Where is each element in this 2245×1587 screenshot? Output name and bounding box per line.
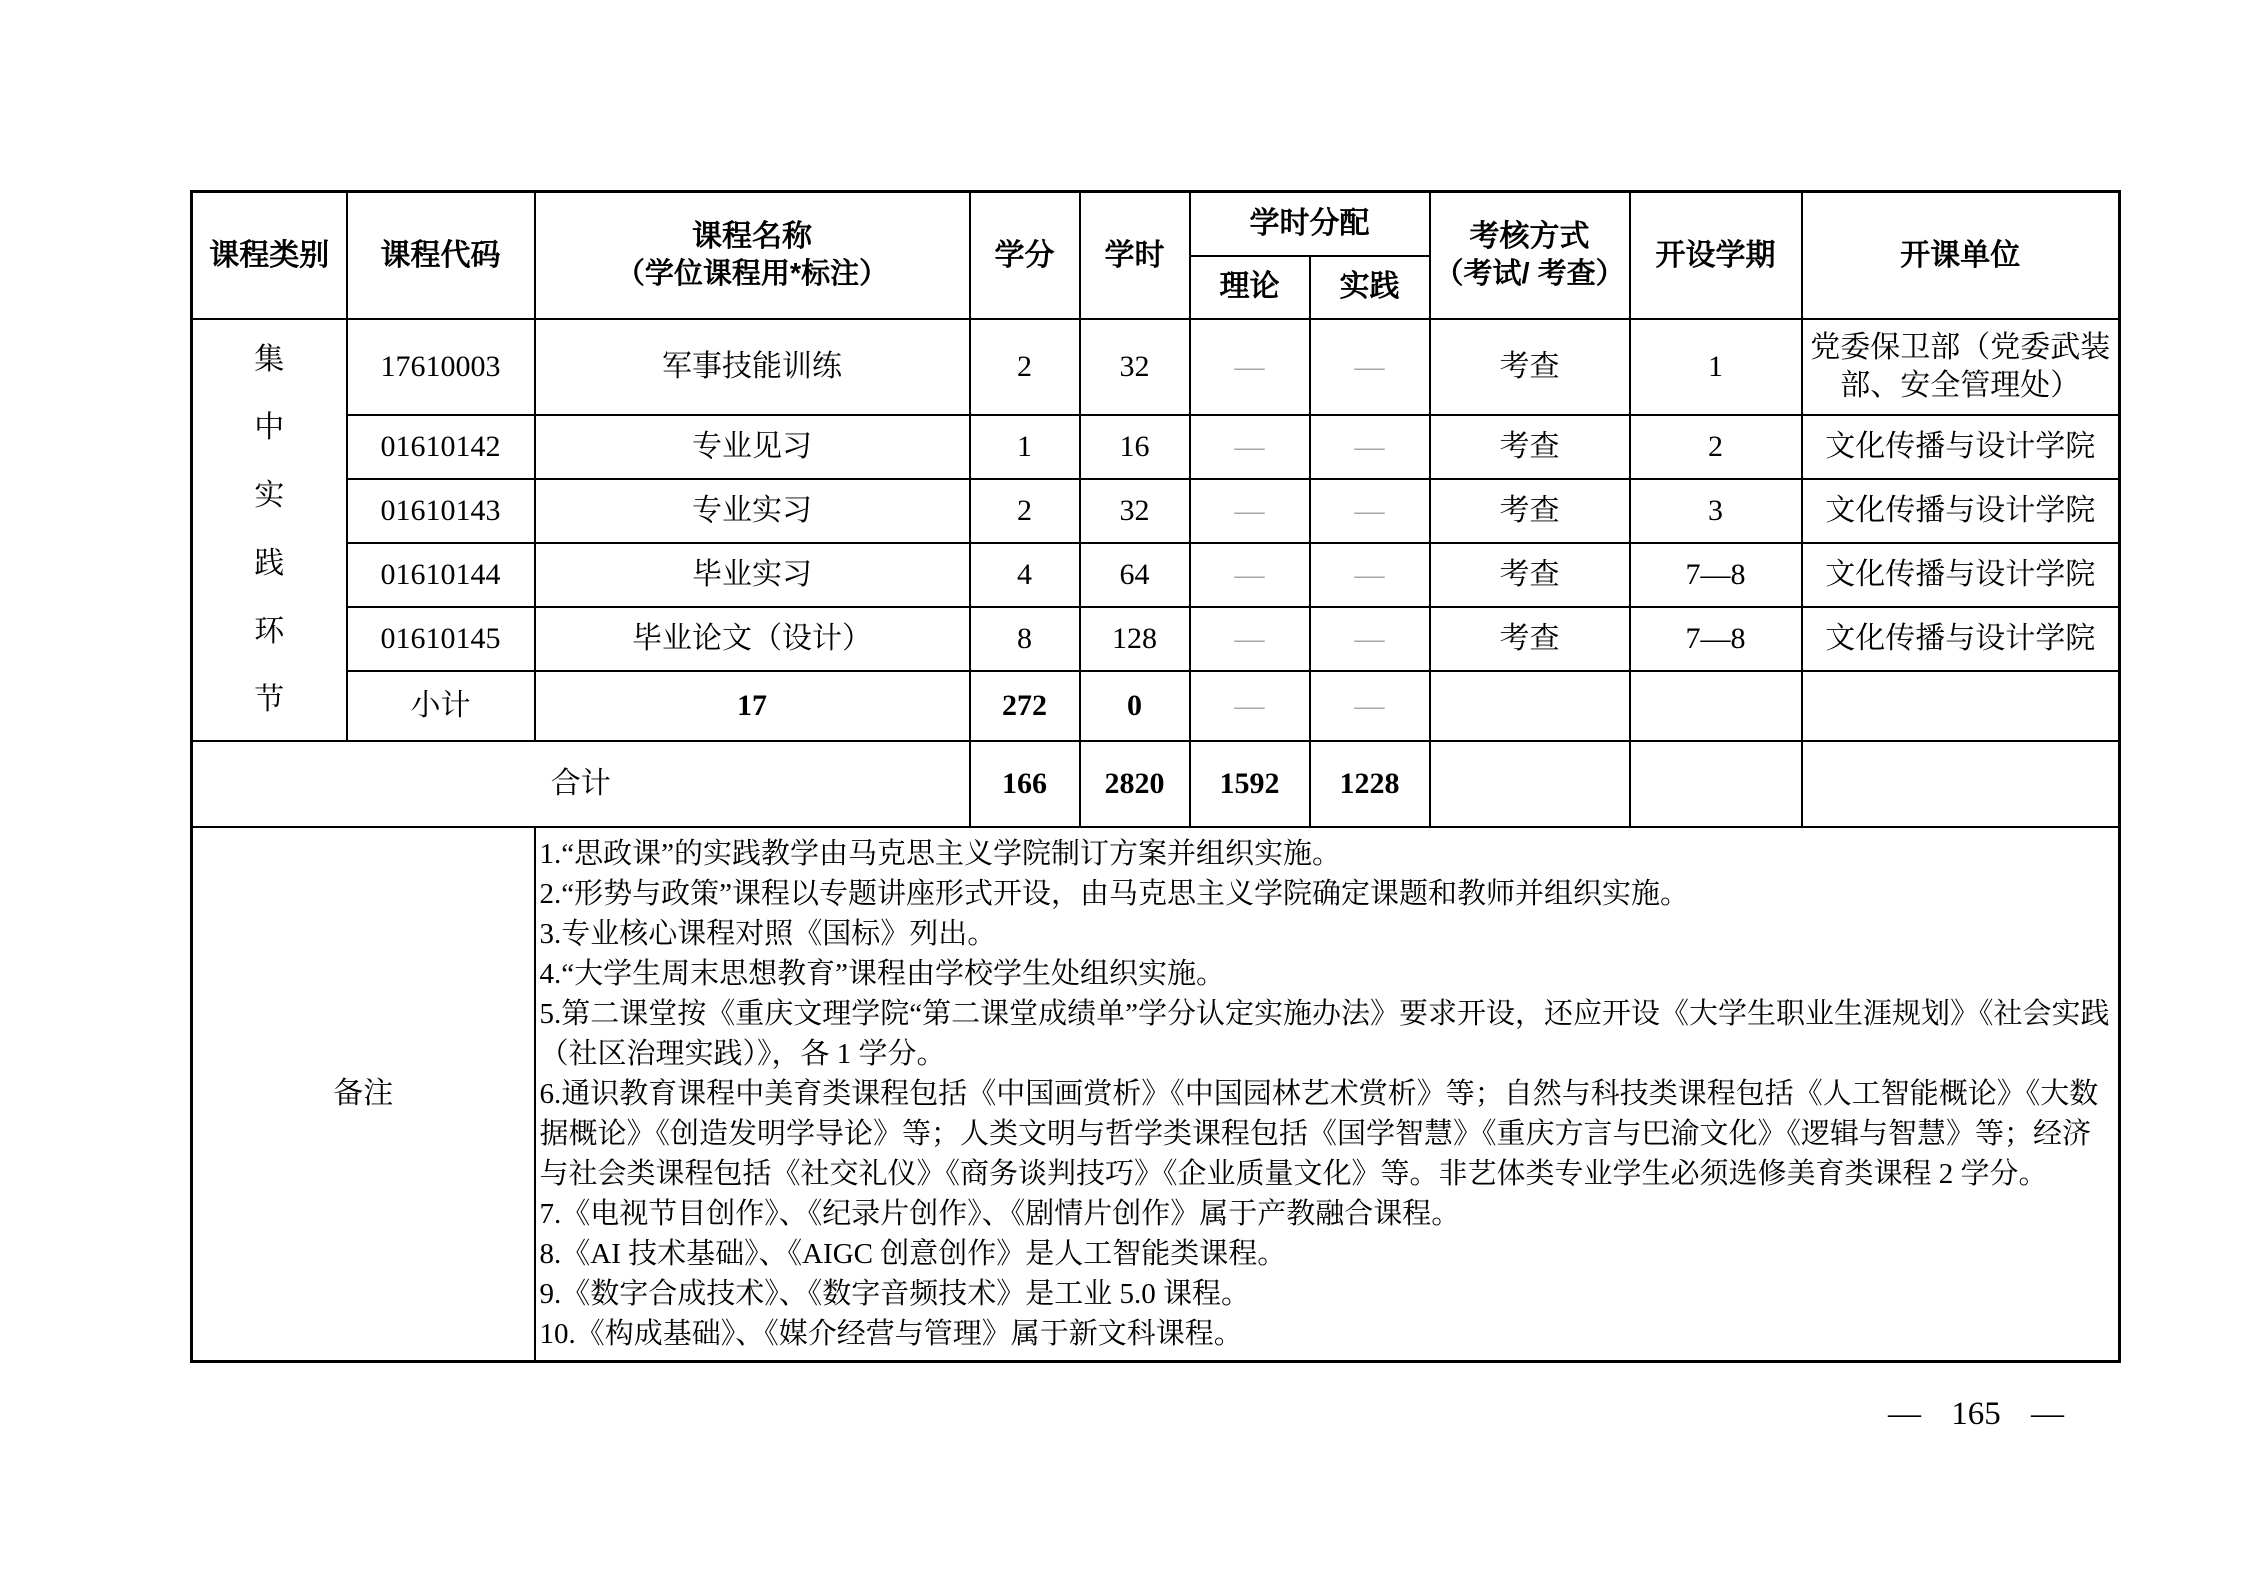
cell-code: 01610144 (347, 543, 535, 607)
cell-hours: 16 (1080, 415, 1190, 479)
cell-theory: — (1190, 479, 1310, 543)
remark-note: 6.通识教育课程中美育类课程包括《中国画赏析》《中国园林艺术赏析》等；自然与科技类课程包括《人工智能概论》《大数据概论》《创造发明学导论》等；人类文明与哲学类课程包括《国学智慧》《重庆方言与巴渝文化》《逻辑与智慧》等；经济与社会类课程包括《社交礼仪》《商务谈判技巧》《企业质量文化》等。非艺体类专业学生必须选修美育类课程 2 学分。 (539, 1077, 2099, 1190)
cell-name: 专业见习 (535, 415, 970, 479)
curriculum-table (190, 190, 2121, 1363)
total-row (192, 741, 2120, 827)
cell-unit: 党委保卫部（党委武装部、安全管理处） (1802, 319, 2120, 415)
remark-note: 7.《电视节目创作》、《纪录片创作》、《剧情片创作》属于产教融合课程。 (539, 1197, 1461, 1230)
cell-name: 专业实习 (535, 479, 970, 543)
subtotal-practice: — (1310, 671, 1430, 741)
header-credits: 学分 (970, 192, 1080, 319)
cell-theory: — (1190, 607, 1310, 671)
total-semester-empty (1630, 741, 1802, 827)
cell-code: 01610142 (347, 415, 535, 479)
cell-credits: 2 (970, 479, 1080, 543)
cell-practice: — (1310, 479, 1430, 543)
cell-assessment: 考查 (1430, 479, 1630, 543)
cell-hours: 128 (1080, 607, 1190, 671)
cell-practice: — (1310, 543, 1430, 607)
cell-assessment: 考查 (1430, 415, 1630, 479)
remarks-notes-cell (535, 827, 2120, 1362)
remark-note: 10.《构成基础》、《媒介经营与管理》属于新文科课程。 (539, 1317, 1243, 1350)
cell-theory: — (1190, 319, 1310, 415)
subtotal-unit-empty (1802, 671, 2120, 741)
cell-semester: 7—8 (1630, 543, 1802, 607)
header-assessment-line2: （考试/ 考查） (1434, 257, 1625, 290)
cell-hours: 64 (1080, 543, 1190, 607)
cell-name: 军事技能训练 (535, 319, 970, 415)
header-assessment (1430, 192, 1630, 319)
subtotal-credits: 272 (970, 671, 1080, 741)
course-row (192, 607, 2120, 671)
subtotal-row (192, 671, 2120, 741)
cell-unit: 文化传播与设计学院 (1802, 415, 2120, 479)
total-assessment-empty (1430, 741, 1630, 827)
cell-credits: 4 (970, 543, 1080, 607)
cell-assessment: 考查 (1430, 319, 1630, 415)
page-number: — 165 — (1888, 1396, 2064, 1432)
header-semester: 开设学期 (1630, 192, 1802, 319)
total-unit-empty (1802, 741, 2120, 827)
header-row-1 (192, 192, 2120, 256)
subtotal-name-col: 17 (535, 671, 970, 741)
header-practice: 实践 (1310, 256, 1430, 319)
remarks-row (192, 827, 2120, 1362)
header-unit: 开课单位 (1802, 192, 2120, 319)
remark-note: 4.“大学生周末思想教育”课程由学校学生处组织实施。 (539, 957, 1225, 990)
remark-note: 1.“思政课”的实践教学由马克思主义学院制订方案并组织实施。 (539, 837, 1341, 870)
cell-semester: 7—8 (1630, 607, 1802, 671)
cell-theory: — (1190, 415, 1310, 479)
cell-unit: 文化传播与设计学院 (1802, 543, 2120, 607)
cell-hours: 32 (1080, 319, 1190, 415)
cell-semester: 3 (1630, 479, 1802, 543)
cell-unit: 文化传播与设计学院 (1802, 607, 2120, 671)
cell-unit: 文化传播与设计学院 (1802, 479, 2120, 543)
header-assessment-line1: 考核方式 (1469, 220, 1590, 254)
subtotal-assessment-empty (1430, 671, 1630, 741)
cell-credits: 2 (970, 319, 1080, 415)
remark-note: 8.《AI 技术基础》、《AIGC 创意创作》是人工智能类课程。 (539, 1237, 1287, 1270)
cell-assessment: 考查 (1430, 607, 1630, 671)
total-practice: 1228 (1310, 741, 1430, 827)
subtotal-hours: 0 (1080, 671, 1190, 741)
remark-note: 5.第二课堂按《重庆文理学院“第二课堂成绩单”学分认定实施办法》要求开设，还应开设《大学生职业生涯规划》《社会实践（社区治理实践）》，各 1 学分。 (539, 997, 2110, 1070)
cell-name: 毕业论文（设计） (535, 607, 970, 671)
cell-code: 01610143 (347, 479, 535, 543)
remark-note: 2.“形势与政策”课程以专题讲座形式开设，由马克思主义学院确定课题和教师并组织实施。 (539, 877, 1689, 910)
remark-note: 3.专业核心课程对照《国标》列出。 (539, 917, 997, 950)
course-row (192, 543, 2120, 607)
remarks-label: 备注 (192, 827, 535, 1362)
cell-practice: — (1310, 415, 1430, 479)
header-course-name-line1: 课程名称 (692, 220, 812, 254)
remark-note: 9.《数字合成技术》、《数字音频技术》是工业 5.0 课程。 (539, 1277, 1251, 1310)
cell-code: 01610145 (347, 607, 535, 671)
cell-credits: 1 (970, 415, 1080, 479)
course-row (192, 479, 2120, 543)
cell-name: 毕业实习 (535, 543, 970, 607)
header-course-category: 课程类别 (192, 192, 347, 319)
cell-hours: 32 (1080, 479, 1190, 543)
cell-practice: — (1310, 607, 1430, 671)
total-label: 合计 (192, 741, 970, 827)
header-course-name-line2: （学位课程用*标注） (615, 257, 889, 290)
subtotal-theory: — (1190, 671, 1310, 741)
header-theory: 理论 (1190, 256, 1310, 319)
cell-semester: 1 (1630, 319, 1802, 415)
category-cell (192, 319, 347, 741)
cell-assessment: 考查 (1430, 543, 1630, 607)
category-label: 集中实践环节 (254, 342, 285, 716)
cell-practice: — (1310, 319, 1430, 415)
header-course-code: 课程代码 (347, 192, 535, 319)
subtotal-label: 小计 (347, 671, 535, 741)
course-row (192, 319, 2120, 415)
header-hours: 学时 (1080, 192, 1190, 319)
header-hours-split: 学时分配 (1190, 192, 1430, 256)
total-theory: 1592 (1190, 741, 1310, 827)
cell-code: 17610003 (347, 319, 535, 415)
cell-semester: 2 (1630, 415, 1802, 479)
total-hours: 2820 (1080, 741, 1190, 827)
cell-theory: — (1190, 543, 1310, 607)
subtotal-semester-empty (1630, 671, 1802, 741)
header-course-name (535, 192, 970, 319)
course-row (192, 415, 2120, 479)
total-credits: 166 (970, 741, 1080, 827)
cell-credits: 8 (970, 607, 1080, 671)
